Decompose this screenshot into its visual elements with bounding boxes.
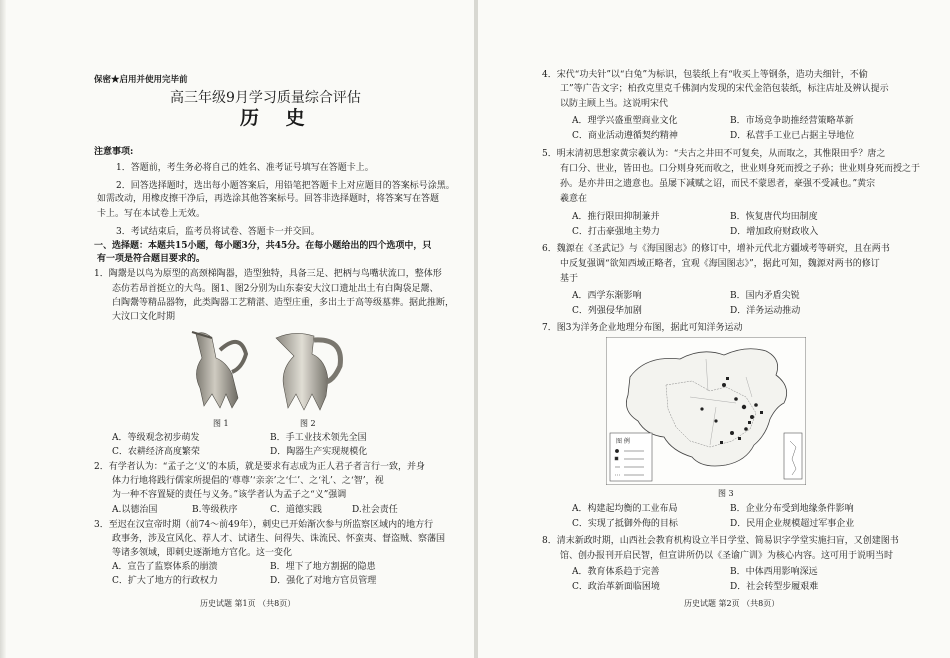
question-2-option-c: C．道德实践	[270, 505, 322, 515]
figure-2-caption: 图 2	[300, 419, 316, 428]
note-1: 1．答题前，考生务必将自己的姓名、准考证号填写在答题卡上。	[116, 163, 374, 173]
figure-1-caption: 图 1	[213, 419, 229, 428]
question-6-line-1: 6．魏源在《圣武记》与《海国图志》的修订中，增补元代北方疆域考等研究，且在两书	[542, 244, 890, 254]
confidential-label: 保密★启用并使用完毕前	[94, 75, 188, 85]
question-8-option-d: D．社会转型步履艰难	[730, 582, 819, 592]
question-4-option-b: B．市场竞争助推经营策略革新	[730, 116, 854, 126]
question-5-option-b: B．恢复唐代均田制度	[730, 212, 818, 222]
exam-title: 高三年级9月学习质量综合评估	[170, 90, 361, 106]
question-2-option-a: A.以德治国	[112, 505, 158, 515]
question-3-option-c: C．扩大了地方的行政权力	[112, 576, 218, 586]
question-8-option-b: B．中体西用影响深远	[730, 567, 818, 577]
question-7-option-d: D．民用企业规模超过军事企业	[730, 519, 855, 529]
question-2-option-d: D.社会责任	[352, 505, 398, 515]
question-8-line-2: 馆、创办报刊开启民智，但宣讲所仍以《圣谕广训》为核心内容。这可用于说明当时	[560, 551, 894, 561]
question-5-line-1: 5．明末清初思想家黄宗羲认为：“夫古之井田不可复矣，从而取之，其惟限田乎？唐之	[542, 149, 886, 159]
question-6-option-b: B．国内矛盾尖锐	[730, 291, 800, 301]
question-1-line-3: 白陶鬶等精品器物，此类陶器工艺精湛、造型庄重，多出土于高等级墓葬。据此推断，	[112, 298, 455, 308]
section-1-heading-cont: 有一项是符合题目要求的。	[97, 254, 206, 264]
map-legend-title: 图 例	[616, 438, 630, 445]
question-4-line-2: 工”等广告文字；柏孜克里克千佛洞内发现的宋代金箔包装纸，标注店址及辨认提示	[560, 84, 889, 94]
question-6-option-a: A．西学东渐影响	[572, 291, 642, 301]
section-1-heading: 一、选择题：本题共15小题，每小题3分，共45分。在每小题给出的四个选项中，只	[94, 241, 432, 251]
figure-3-caption: 图 3	[718, 489, 734, 498]
question-5-option-c: C．打击豪强地主势力	[572, 227, 660, 237]
question-8-option-c: C．政治革新面临困境	[572, 582, 660, 592]
question-3-line-2: 政事务，涉及宣风化、荐人才、试诸生、问得失、诛流民、怀蛮夷、督盗贼、察藩国	[112, 534, 446, 544]
question-5-line-3: 孙。是亦井田之遗意也。虽屡下减赋之诏，而民不蒙恩者，豪强不受减也。”黄宗	[560, 179, 876, 189]
question-4-line-1: 4．宋代“功夫针”以“白兔”为标识，包装纸上有“收买上等钢条，造功夫细针，不偷	[542, 70, 868, 80]
figure-1-pottery-image	[182, 328, 256, 412]
question-1-line-4: 大汶口文化时期	[112, 312, 176, 322]
question-4-option-a: A．理学兴盛重塑商业文化	[572, 116, 678, 126]
question-6-option-c: C．列强侵华加剧	[572, 306, 642, 316]
question-1-option-d: D．陶器生产实现规模化	[270, 447, 368, 457]
question-4-option-c: C．商业活动遵循契约精神	[572, 131, 678, 141]
note-2: 2．回答选择题时，选出每小题答案后，用铅笔把答题卡上对应题目的答案标号涂黑。	[116, 181, 455, 191]
question-3-option-b: B．埋下了地方割据的隐患	[270, 562, 376, 572]
question-2-option-b: B.等级秩序	[192, 505, 238, 515]
right-page-footer: 历史试题 第2页 （共8页）	[684, 599, 780, 608]
question-4-line-3: 以防主顾上当。这说明宋代	[560, 99, 669, 109]
note-2-end: 卡上。写在本试卷上无效。	[97, 209, 206, 219]
question-1-option-c: C．农耕经济高度繁荣	[112, 447, 200, 457]
note-2-cont: 如需改动，用橡皮擦干净后，再选涂其他答案标号。回答非选择题时，将答案写在答题	[97, 194, 440, 204]
figure-3-enterprise-map	[606, 337, 806, 485]
question-7-option-c: C．实现了抵御外侮的目标	[572, 519, 678, 529]
question-3-line-3: 等诸多领域，即刺史逐渐地方官化。这一变化	[112, 548, 293, 558]
question-3-option-d: D．强化了对地方官员管理	[270, 576, 377, 586]
question-2-line-3: 为一种不容置疑的责任与义务。”该学者认为孟子之“义”强调	[112, 490, 347, 500]
question-5-option-d: D．增加政府财政收入	[730, 227, 819, 237]
notes-heading: 注意事项:	[94, 147, 134, 157]
question-3-line-1: 3．至迟在汉宣帝时期（前74～前49年），刺史已开始渐次参与所监察区域内的地方行	[94, 520, 434, 530]
question-8-line-1: 8．清末新政时期，山西社会教育机构设立半日学堂、简易识字学堂实施扫盲，又创建图书	[542, 536, 899, 546]
question-5-line-4: 羲意在	[560, 194, 588, 204]
question-6-line-2: 中反复强调“欲知西域正略者，宜观《海国图志》”，据此可知，魏源对两书的修订	[560, 259, 880, 269]
question-2-line-1: 2．有学者认为：“孟子之‘义’的本质，就是要求有志成为正人君子者言行一致，并身	[94, 462, 426, 472]
question-5-line-2: 有口分、世业，皆田也。口分则身死而收之，世业则身死而授之子孙；世业则身死而授之于	[560, 164, 921, 174]
question-5-option-a: A．推行限田抑制兼并	[572, 212, 660, 222]
question-2-line-2: 体力行地将践行儒家所提倡的‘尊尊’‘亲亲’之‘仁’、之‘礼’、之‘智’，视	[112, 476, 384, 486]
scan-shadow-left	[0, 0, 6, 658]
question-1-line-2: 态仿若昂首挺立的大鸟。图1、图2分别为山东泰安大汶口遗址出土有白陶袋足鬶、	[112, 284, 439, 294]
question-4-option-d: D．私营手工业已占据主导地位	[730, 131, 855, 141]
question-7-option-a: A．构建起均衡的工业布局	[572, 504, 678, 514]
question-7-stem: 7．图3为洋务企业地理分布图，据此可知洋务运动	[542, 323, 743, 333]
left-page-footer: 历史试题 第1页 （共8页）	[200, 599, 296, 608]
question-7-option-b: B．企业分布受到地缘条件影响	[730, 504, 854, 514]
question-3-option-a: A．宣告了监察体系的崩溃	[112, 562, 218, 572]
question-1-option-a: A．等级观念初步萌发	[112, 433, 200, 443]
note-3: 3．考试结束后，监考员将试卷、答题卡一并交回。	[116, 227, 320, 237]
question-1-line-1: 1．陶鬶是以鸟为原型的高颈梯陶器，造型独特，具备三足、把柄与鸟嘴状流口，整体形	[94, 269, 442, 279]
question-1-option-b: B．手工业技术领先全国	[270, 433, 367, 443]
question-8-option-a: A．教育体系趋于完善	[572, 567, 660, 577]
figure-2-pottery-image	[268, 330, 348, 414]
question-6-line-3: 基于	[560, 274, 579, 284]
subject-title: 历 史	[240, 107, 315, 129]
question-6-option-d: D．洋务运动推动	[730, 306, 801, 316]
